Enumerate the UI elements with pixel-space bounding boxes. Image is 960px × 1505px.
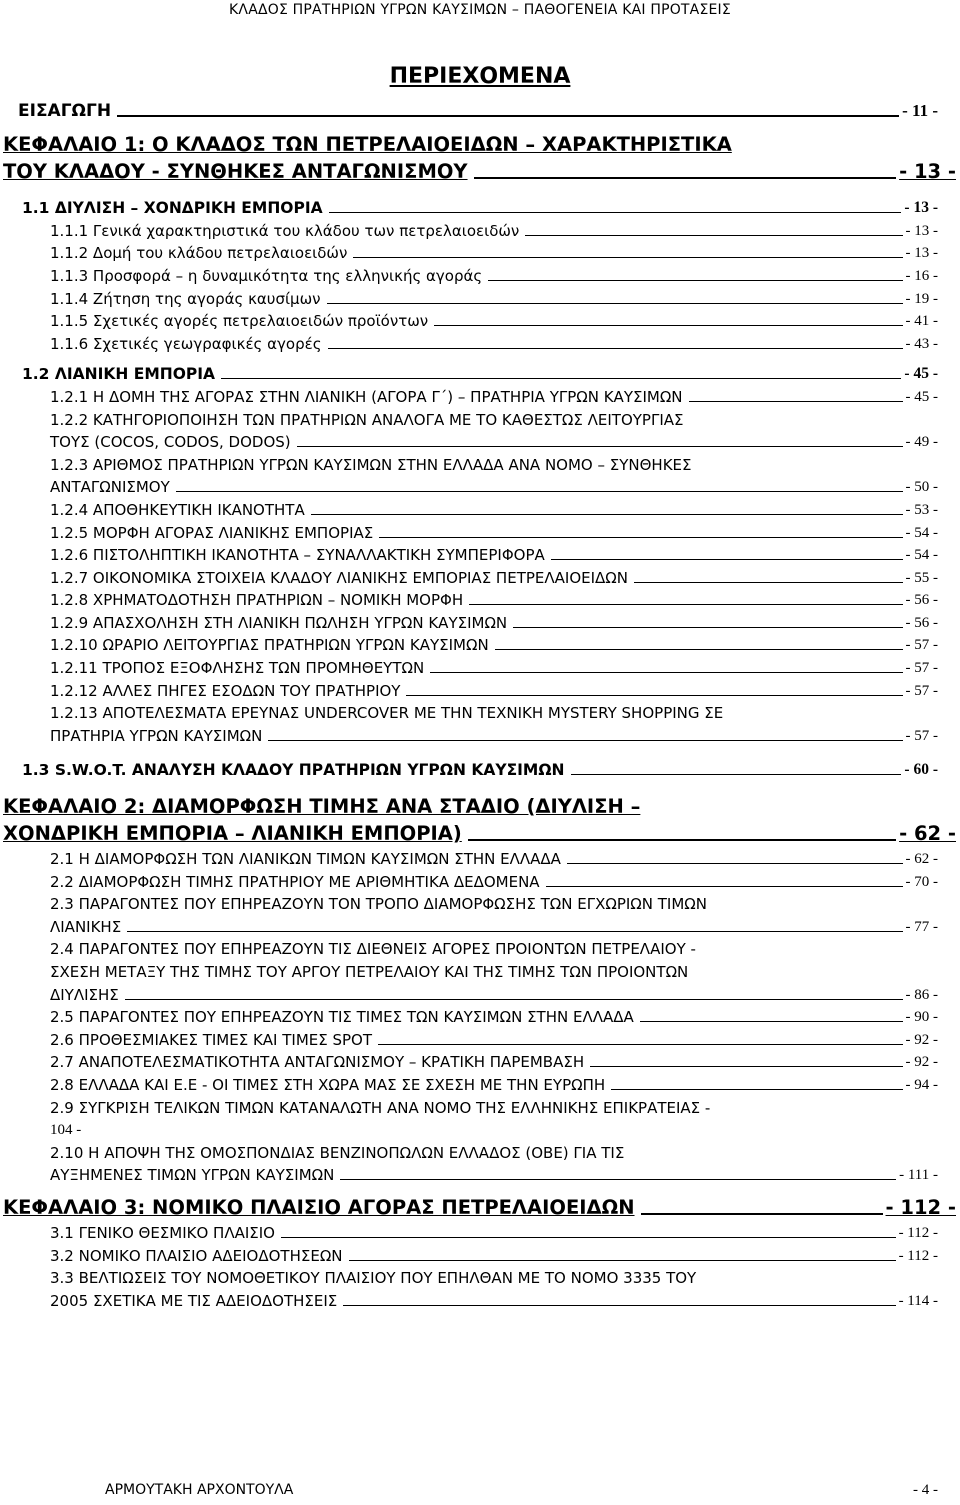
toc-entry-title-line-2: ΣΧΕΣΗ ΜΕΤΑΞΥ ΤΗΣ ΤΙΜΗΣ ΤΟΥ ΑΡΓΟΥ ΠΕΤΡΕΛΑΙΟΥ ΚΑΙ ΤΗΣ ΤΙΜΗΣ ΤΩΝ ΠΡΟΙΟΝΤΩΝ [50,963,689,981]
toc-page-number: - 50 - [905,479,938,496]
toc-subsection-1-2-7[interactable] [0,564,960,587]
toc-subsection-1-2-1[interactable] [0,383,960,406]
toc-page-number: - 13 - [905,222,938,239]
toc-page-number: - 54 - [905,524,938,541]
toc-entry-title: 1.1.4 Ζήτηση της αγοράς καυσίμων [50,289,321,308]
toc-page-number: - 114 - [898,1292,938,1309]
toc-section-1-3[interactable] [0,757,960,780]
toc-entry-title: 1.1.6 Σχετικές γεωγραφικές αγορές [50,334,322,353]
page-footer [0,1482,960,1502]
toc-entry-title: 1.1.3 Προσφορά – η δυναμικότητα της ελληνικής αγοράς [50,266,483,285]
toc-section-3-2[interactable] [0,1242,960,1265]
toc-page-number: - 90 - [905,1009,938,1026]
toc-page-number: - 13 - [905,245,938,262]
table-of-contents [0,98,960,1310]
toc-section-2-7[interactable] [0,1049,960,1072]
toc-page-number: - 54 - [905,547,938,564]
toc-page-number: - 13 - [904,199,938,217]
toc-page-number: - 16 - [905,267,938,284]
toc-page-number: - 62 - [905,851,938,868]
toc-entry-title-line-1: 3.3 ΒΕΛΤΙΩΣΕΙΣ ΤΟΥ ΝΟΜΟΘΕΤΙΚΟΥ ΠΛΑΙΣΙΟΥ ΠΟΥ ΕΠΗΛΘΑΝ ΜΕ ΤΟ ΝΟΜΟ 3335 ΤΟΥ [50,1269,697,1288]
toc-entry-title: 1.2.9 ΑΠΑΣΧΟΛΗΣΗ ΣΤΗ ΛΙΑΝΙΚΗ ΠΩΛΗΣΗ ΥΓΡΩΝ ΚΑΥΣΙΜΩΝ [50,613,508,632]
toc-entry-title: 1.2.10 ΩΡΑΡΙΟ ΛΕΙΤΟΥΡΓΙΑΣ ΠΡΑΤΗΡΙΩΝ ΥΓΡΩΝ ΚΑΥΣΙΜΩΝ [50,636,489,655]
toc-page-number: - 43 - [905,335,938,352]
toc-page-number: - 92 - [905,1031,938,1048]
toc-entry-title-line-2: ΤΟΥΣ (COCOS, CODOS, DODOS) [50,433,291,452]
toc-chapter-2[interactable] [0,791,960,845]
toc-page-number: - 11 - [902,100,938,120]
toc-entry-title-line-1: 1.2.2 ΚΑΤΗΓΟΡΙΟΠΟΙΗΣΗ ΤΩΝ ΠΡΑΤΗΡΙΩΝ ΑΝΑΛΟΓΑ ΜΕ ΤΟ ΚΑΘΕΣΤΩΣ ΛΕΙΤΟΥΡΓΙΑΣ [50,410,684,429]
toc-entry-title: 3.1 ΓΕΝΙΚΟ ΘΕΣΜΙΚΟ ΠΛΑΙΣΙΟ [50,1223,275,1242]
toc-page-number: - 94 - [905,1076,938,1093]
toc-entry-title: 2.6 ΠΡΟΘΕΣΜΙΑΚΕΣ ΤΙΜΕΣ ΚΑΙ ΤΙΜΕΣ SPOT [50,1030,373,1049]
toc-page-number: - 112 - [885,1196,956,1220]
toc-entry-title-line-2: 2005 ΣΧΕΤΙΚΑ ΜΕ ΤΙΣ ΑΔΕΙΟΔΟΤΗΣΕΙΣ [50,1291,338,1310]
toc-section-2-5[interactable] [0,1004,960,1027]
toc-subsection-1-2-10[interactable] [0,632,960,655]
toc-entry-title-line-2: ΑΥΞΗΜΕΝΕΣ ΤΙΜΩΝ ΥΓΡΩΝ ΚΑΥΣΙΜΩΝ [50,1166,335,1185]
toc-entry-title: 1.2.1 Η ΔΟΜΗ ΤΗΣ ΑΓΟΡΑΣ ΣΤΗΝ ΛΙΑΝΙΚΗ (ΑΓΟΡΑ Γ΄) – ΠΡΑΤΗΡΙΑ ΥΓΡΩΝ ΚΑΥΣΙΜΩΝ [50,387,683,406]
toc-subsection-1-1-4[interactable] [0,285,960,308]
toc-entry-title: 2.8 ΕΛΛΑΔΑ ΚΑΙ Ε.Ε - ΟΙ ΤΙΜΕΣ ΣΤΗ ΧΩΡΑ ΜΑΣ ΣΕ ΣΧΕΣΗ ΜΕ ΤΗΝ ΕΥΡΩΠΗ [50,1075,606,1094]
toc-chapter-1[interactable] [0,129,960,183]
toc-page-number: - 112 - [898,1224,938,1241]
toc-entry-title: 1.2.5 ΜΟΡΦΗ ΑΓΟΡΑΣ ΛΙΑΝΙΚΗΣ ΕΜΠΟΡΙΑΣ [50,523,374,542]
toc-entry-title-line-1: 2.3 ΠΑΡΑΓΟΝΤΕΣ ΠΟΥ ΕΠΗΡΕΑΖΟΥΝ ΤΟΝ ΤΡΟΠΟ ΔΙΑΜΟΡΦΩΣΗΣ ΤΩΝ ΕΓΧΩΡΙΩΝ ΤΙΜΩΝ [50,895,707,914]
toc-page-number: - 13 - [899,159,956,183]
toc-entry-title-line-2: ΛΙΑΝΙΚΗΣ [50,917,122,936]
toc-chapter-title-line-1: ΚΕΦΑΛΑΙΟ 2: ΔΙΑΜΟΡΦΩΣΗ ΤΙΜΗΣ ΑΝΑ ΣΤΑΔΙΟ (ΔΙΥΛΙΣΗ – [3,795,641,819]
toc-chapter-title-line-1: ΚΕΦΑΛΑΙΟ 1: Ο ΚΛΑΔΟΣ ΤΩΝ ΠΕΤΡΕΛΑΙΟΕΙΔΩΝ – ΧΑΡΑΚΤΗΡΙΣΤΙΚΑ [3,132,732,156]
toc-subsection-1-2-5[interactable] [0,519,960,542]
toc-entry-title: 1.2.4 ΑΠΟΘΗΚΕΥΤΙΚΗ ΙΚΑΝΟΤΗΤΑ [50,500,305,519]
toc-page-number: 104 - [50,1122,82,1139]
footer-page-number: - 4 - [913,1482,938,1498]
toc-page-number: - 111 - [899,1167,938,1184]
toc-section-2-10[interactable] [0,1139,960,1184]
toc-entry-title: 1.1.5 Σχετικές αγορές πετρελαιοειδών προϊόντων [50,312,429,331]
toc-entry-title: 1.2.6 ΠΙΣΤΟΛΗΠΤΙΚΗ ΙΚΑΝΟΤΗΤΑ – ΣΥΝΑΛΛΑΚΤΙΚΗ ΣΥΜΠΕΡΙΦΟΡΑ [50,546,545,565]
toc-section-2-8[interactable] [0,1071,960,1094]
toc-entry-title-line-1: 1.2.3 ΑΡΙΘΜΟΣ ΠΡΑΤΗΡΙΩΝ ΥΓΡΩΝ ΚΑΥΣΙΜΩΝ ΣΤΗΝ ΕΛΛΑΔΑ ΑΝΑ ΝΟΜΟ – ΣΥΝΘΗΚΕΣ [50,455,692,474]
toc-page-number: - 62 - [899,822,956,846]
footer-author: ΑΡΜΟΥΤΑΚΗ ΑΡΧΟΝΤΟΥΛΑ [105,1482,294,1498]
toc-page-number: - 49 - [905,434,938,451]
toc-entry-title: 1.3 S.W.O.T. ΑΝΑΛΥΣΗ ΚΛΑΔΟΥ ΠΡΑΤΗΡΙΩΝ ΥΓΡΩΝ ΚΑΥΣΙΜΩΝ [22,761,565,780]
toc-page-number: - 53 - [905,501,938,518]
toc-entry-title-line-3: ΔΙΥΛΙΣΗΣ [50,985,119,1004]
running-header: ΚΛΑΔΟΣ ΠΡΑΤΗΡΙΩΝ ΥΓΡΩΝ ΚΑΥΣΙΜΩΝ – ΠΑΘΟΓΕΝΕΙΑ ΚΑΙ ΠΡΟΤΑΣΕΙΣ [229,2,731,18]
toc-subsection-1-2-6[interactable] [0,542,960,565]
toc-section-2-2[interactable] [0,868,960,891]
page-title: ΠΕΡΙΕΧΟΜΕΝΑ [389,64,571,89]
toc-subsection-1-2-9[interactable] [0,609,960,632]
toc-entry-title-line-1: 2.4 ΠΑΡΑΓΟΝΤΕΣ ΠΟΥ ΕΠΗΡΕΑΖΟΥΝ ΤΙΣ ΔΙΕΘΝΕΙΣ ΑΓΟΡΕΣ ΠΡΟΙΟΝΤΩΝ ΠΕΤΡΕΛΑΙΟΥ - [50,940,696,959]
toc-subsection-1-2-2[interactable] [0,406,960,451]
toc-page-number: - 57 - [905,682,938,699]
toc-entry-title: 2.5 ΠΑΡΑΓΟΝΤΕΣ ΠΟΥ ΕΠΗΡΕΑΖΟΥΝ ΤΙΣ ΤΙΜΕΣ ΤΩΝ ΚΑΥΣΙΜΩΝ ΣΤΗΝ ΕΛΛΑΔΑ [50,1008,634,1027]
toc-section-2-6[interactable] [0,1026,960,1049]
toc-subsection-1-1-3[interactable] [0,262,960,285]
toc-page-number: - 41 - [905,313,938,330]
toc-subsection-1-2-4[interactable] [0,496,960,519]
toc-entry-title: 2.1 Η ΔΙΑΜΟΡΦΩΣΗ ΤΩΝ ΛΙΑΝΙΚΩΝ ΤΙΜΩΝ ΚΑΥΣΙΜΩΝ ΣΤΗΝ ΕΛΛΑΔΑ [50,850,561,869]
toc-page-number: - 55 - [905,569,938,586]
toc-entry-title: 1.1.1 Γενικά χαρακτηριστικά του κλάδου των πετρελαιοειδών [50,221,520,240]
toc-entry-intro[interactable] [0,98,960,121]
toc-chapter-title-line-2: ΧΟΝΔΡΙΚΗ ΕΜΠΟΡΙΑ – ΛΙΑΝΙΚΗ ΕΜΠΟΡΙΑ) [3,822,462,846]
toc-section-3-3[interactable] [0,1265,960,1310]
toc-entry-title: 2.7 ΑΝΑΠΟΤΕΛΕΣΜΑΤΙΚΟΤΗΤΑ ΑΝΤΑΓΩΝΙΣΜΟΥ – ΚΡΑΤΙΚΗ ΠΑΡΕΜΒΑΣΗ [50,1053,585,1072]
toc-page-number: - 56 - [905,592,938,609]
toc-entry-title: 1.1.2 Δομή του κλάδου πετρελαιοειδών [50,244,348,263]
toc-entry-title: ΕΙΣΑΓΩΓΗ [18,100,112,121]
toc-page-number: - 56 - [905,614,938,631]
toc-entry-title: 1.1 ΔΙΥΛΙΣΗ – ΧΟΝΔΡΙΚΗ ΕΜΠΟΡΙΑ [22,199,323,218]
toc-subsection-1-2-11[interactable] [0,654,960,677]
toc-page-number: - 57 - [905,637,938,654]
toc-entry-title-line-1: 2.9 ΣΥΓΚΡΙΣΗ ΤΕΛΙΚΩΝ ΤΙΜΩΝ ΚΑΤΑΝΑΛΩΤΗ ΑΝΑ ΝΟΜΟ ΤΗΣ ΕΛΛΗΝΙΚΗΣ ΕΠΙΚΡΑΤΕΙΑΣ - [50,1098,711,1117]
toc-entry-title-line-1: 2.10 Η ΑΠΟΨΗ ΤΗΣ ΟΜΟΣΠΟΝΔΙΑΣ ΒΕΝΖΙΝΟΠΩΛΩΝ ΕΛΛΑΔΟΣ (ΟΒΕ) ΓΙΑ ΤΙΣ [50,1143,625,1162]
toc-subsection-1-2-3[interactable] [0,451,960,496]
toc-subsection-1-1-5[interactable] [0,308,960,331]
toc-section-1-2[interactable] [0,361,960,384]
toc-subsection-1-1-6[interactable] [0,330,960,353]
toc-chapter-title: ΚΕΦΑΛΑΙΟ 3: ΝΟΜΙΚΟ ΠΛΑΙΣΙΟ ΑΓΟΡΑΣ ΠΕΤΡΕΛΑΙΟΕΙΔΩΝ [3,1196,635,1220]
toc-page-number: - 86 - [905,986,938,1003]
toc-chapter-3[interactable] [0,1192,960,1219]
toc-entry-title-line-2: ΑΝΤΑΓΩΝΙΣΜΟΥ [50,478,170,497]
toc-section-1-1[interactable] [0,195,960,218]
toc-subsection-1-1-2[interactable] [0,240,960,263]
toc-page-number: - 77 - [905,918,938,935]
toc-entry-title: 3.2 ΝΟΜΙΚΟ ΠΛΑΙΣΙΟ ΑΔΕΙΟΔΟΤΗΣΕΩΝ [50,1246,343,1265]
toc-entry-title: 1.2.7 ΟΙΚΟΝΟΜΙΚΑ ΣΤΟΙΧΕΙΑ ΚΛΑΔΟΥ ΛΙΑΝΙΚΗΣ ΕΜΠΟΡΙΑΣ ΠΕΤΡΕΛΑΙΟΕΙΔΩΝ [50,568,628,587]
toc-section-3-1[interactable] [0,1219,960,1242]
toc-page-number: - 57 - [905,660,938,677]
toc-page-number: - 92 - [905,1054,938,1071]
toc-subsection-1-2-8[interactable] [0,587,960,610]
toc-entry-title: 1.2.11 ΤΡΟΠΟΣ ΕΞΟΦΛΗΣΗΣ ΤΩΝ ΠΡΟΜΗΘΕΥΤΩΝ [50,659,425,678]
toc-entry-title: 1.2.12 ΑΛΛΕΣ ΠΗΓΕΣ ΕΣΟΔΩΝ ΤΟΥ ΠΡΑΤΗΡΙΟΥ [50,681,401,700]
toc-entry-title-line-2: ΠΡΑΤΗΡΙΑ ΥΓΡΩΝ ΚΑΥΣΙΜΩΝ [50,726,263,745]
toc-page-number: - 60 - [904,761,938,779]
toc-section-2-1[interactable] [0,845,960,868]
toc-page-number: - 45 - [904,365,938,383]
toc-subsection-1-2-12[interactable] [0,677,960,700]
toc-chapter-title-line-2: ΤΟΥ ΚΛΑΔΟΥ - ΣΥΝΘΗΚΕΣ ΑΝΤΑΓΩΝΙΣΜΟΥ [3,159,468,183]
toc-entry-title-line-1: 1.2.13 ΑΠΟΤΕΛΕΣΜΑΤΑ ΕΡΕΥΝΑΣ UNDERCOVER ΜΕ ΤΗΝ ΤΕΧΝΙΚΗ MYSTERY SHOPPING ΣΕ [50,704,724,723]
toc-page-number: - 70 - [905,873,938,890]
toc-page-number: - 19 - [905,290,938,307]
toc-entry-title: 1.2.8 ΧΡΗΜΑΤΟΔΟΤΗΣΗ ΠΡΑΤΗΡΙΩΝ – ΝΟΜΙΚΗ ΜΟΡΦΗ [50,591,464,610]
toc-page-number: - 57 - [905,727,938,744]
toc-page-number: - 112 - [898,1247,938,1264]
toc-section-2-4[interactable] [0,936,960,1004]
toc-subsection-1-1-1[interactable] [0,217,960,240]
toc-section-2-9[interactable] [0,1094,960,1139]
toc-page-number: - 45 - [905,388,938,405]
toc-section-2-3[interactable] [0,891,960,936]
toc-subsection-1-2-13[interactable] [0,700,960,745]
toc-entry-title: 2.2 ΔΙΑΜΟΡΦΩΣΗ ΤΙΜΗΣ ΠΡΑΤΗΡΙΟΥ ΜΕ ΑΡΙΘΜΗΤΙΚΑ ΔΕΔΟΜΕΝΑ [50,872,540,891]
toc-entry-title: 1.2 ΛΙΑΝΙΚΗ ΕΜΠΟΡΙΑ [22,365,216,384]
